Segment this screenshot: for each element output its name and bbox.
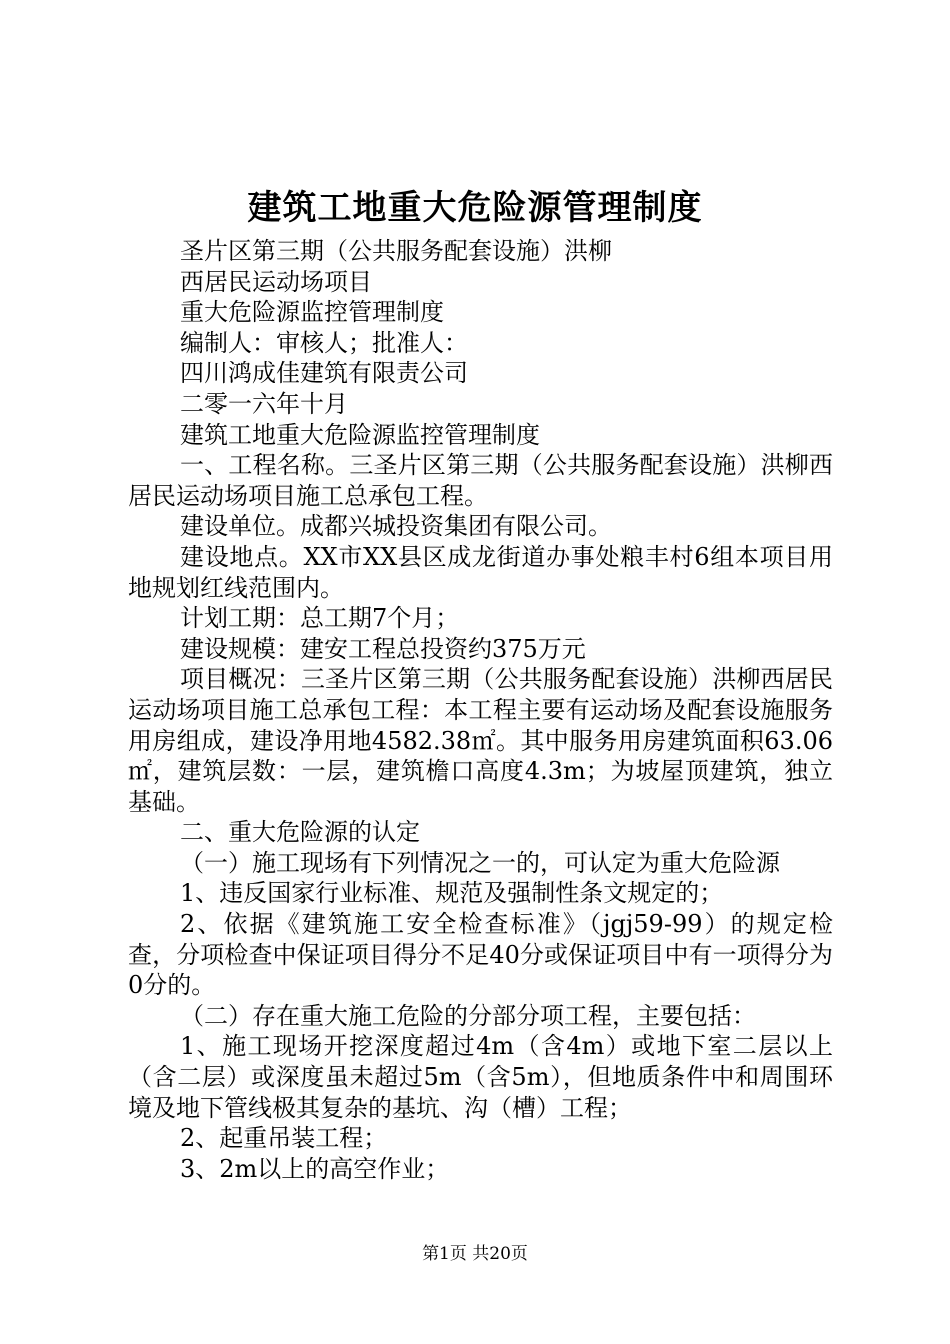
header-line: 二零一六年十月	[180, 389, 348, 418]
body-paragraph: 项目概况：三圣片区第三期（公共服务配套设施）洪柳西居民运动场项目施工总承包工程：本工程主要有运动场及配套设施服务用房组成，建设净用地4582.38㎡。其中服务用房建筑面积63.06㎡，建筑层数：一层，建筑檐口高度4.3m；为坡屋顶建筑，独立基础。	[128, 665, 833, 816]
body-paragraph: 3、2m以上的高空作业；	[180, 1154, 450, 1183]
body-paragraph: 2、起重吊装工程；	[180, 1124, 388, 1153]
document-body	[128, 236, 833, 1184]
document-title: 建筑工地重大危险源管理制度	[247, 188, 703, 228]
header-line: 西居民运动场项目	[180, 267, 372, 296]
header-line: 编制人：审核人；批准人：	[180, 328, 468, 357]
section-heading: 二、重大危险源的认定	[180, 818, 420, 847]
header-line: 圣片区第三期（公共服务配套设施）洪柳	[180, 237, 612, 265]
body-paragraph: 2、依据《建筑施工安全检查标准》（jgj59-99）的规定检查，分项检查中保证项目得分不足40分或保证项目中有一项得分为0分的。	[128, 910, 833, 1000]
body-paragraph: 建设规模：建安工程总投资约375万元	[180, 634, 586, 663]
body-paragraph: 建设单位。成都兴城投资集团有限公司。	[180, 512, 612, 541]
body-paragraph: 一、工程名称。三圣片区第三期（公共服务配套设施）洪柳西居民运动场项目施工总承包工程。	[128, 451, 833, 510]
body-paragraph: 1、施工现场开挖深度超过4m（含4m）或地下室二层以上（含二层）或深度虽未超过5m（含5m），但地质条件中和周围环境及地下管线极其复杂的基坑、沟（槽）工程；	[128, 1032, 833, 1122]
body-paragraph: （二）存在重大施工危险的分部分项工程，主要包括：	[180, 1001, 756, 1030]
header-line: 四川鸿成佳建筑有限责公司	[180, 359, 468, 388]
body-paragraph: 计划工期：总工期7个月；	[180, 604, 460, 633]
header-line: 重大危险源监控管理制度	[180, 298, 444, 327]
page-footer: 第1页 共20页	[422, 1244, 528, 1264]
body-paragraph: 1、违反国家行业标准、规范及强制性条文规定的；	[180, 879, 724, 908]
header-line: 建筑工地重大危险源监控管理制度	[180, 420, 540, 449]
body-paragraph: 建设地点。XX市XX县区成龙街道办事处粮丰村6组本项目用地规划红线范围内。	[128, 542, 833, 602]
body-paragraph: （一）施工现场有下列情况之一的，可认定为重大危险源	[180, 848, 780, 877]
